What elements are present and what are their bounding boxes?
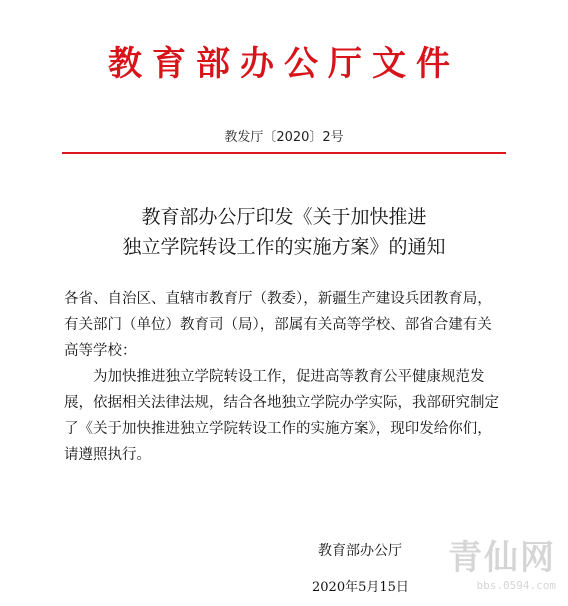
document-number: 教发厅〔2020〕2号 <box>224 130 344 145</box>
red-divider <box>62 152 506 154</box>
signature: 教育部办公厅 <box>318 543 402 559</box>
notice-body <box>64 286 504 468</box>
content-paragraph: 为加快推进独立学院转设工作，促进高等教育公平健康规范发展，依据相关法律法规，结合各地独立学院办学实际，我部研究制定了《关于加快推进独立学院转设工作的实施方案》，现印发给你们，请遵照执行。 <box>64 369 499 463</box>
watermark <box>448 528 560 592</box>
masthead-title: 教育部办公厅文件 <box>108 44 460 84</box>
notice-title <box>0 202 568 262</box>
watermark-logo: 青仙网 <box>448 538 556 578</box>
notice-title-line-2: 独立学院转设工作的实施方案》的通知 <box>122 236 446 258</box>
watermark-url: bbs.0594.com <box>476 579 556 592</box>
issue-date: 2020年5月15日 <box>312 580 409 595</box>
addressee-paragraph: 各省、自治区、直辖市教育厅（教委），新疆生产建设兵团教育局，有关部门（单位）教育司（局），部属有关高等学校、部省合建有关高等学校： <box>64 291 492 359</box>
notice-title-line-1: 教育部办公厅印发《关于加快推进 <box>141 206 427 228</box>
